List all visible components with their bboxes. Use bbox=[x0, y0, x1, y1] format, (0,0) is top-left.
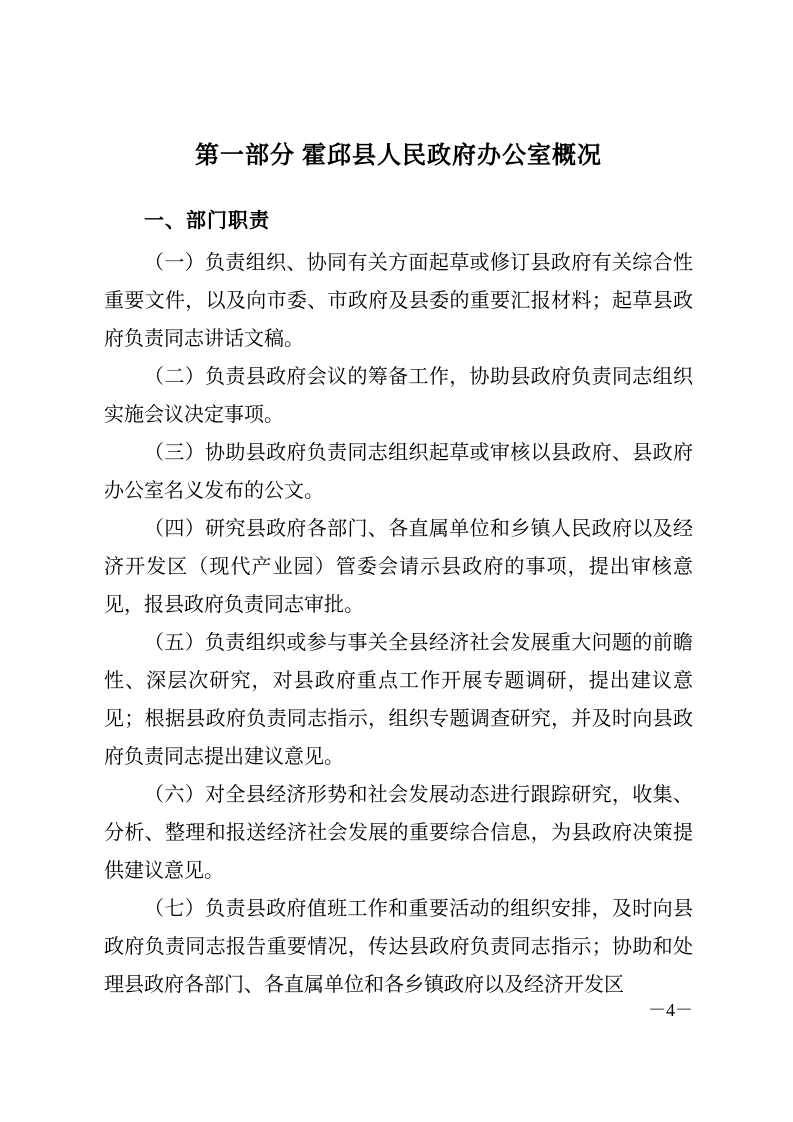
paragraph-4: （四）研究县政府各部门、各直属单位和乡镇人民政府以及经济开发区（现代产业园）管委会请示县政府的事项，提出审核意见，报县政府负责同志审批。 bbox=[104, 518, 693, 616]
paragraph-3: （三）协助县政府负责同志组织起草或审核以县政府、县政府办公室名义发布的公文。 bbox=[104, 442, 693, 502]
paragraph-2: （二）负责县政府会议的筹备工作，协助县政府负责同志组织实施会议决定事项。 bbox=[104, 366, 693, 426]
paragraph-5: （五）负责组织或参与事关全县经济社会发展重大问题的前瞻性、深层次研究，对县政府重点工作开展专题调研，提出建议意见；根据县政府负责同志指示，组织专题调查研究，并及时向县政府负责同志提出建议意见。 bbox=[104, 632, 693, 768]
document-body bbox=[104, 244, 693, 1004]
document-page bbox=[104, 0, 693, 1122]
paragraph-6: （六）对全县经济形势和社会发展动态进行跟踪研究，收集、分析、整理和报送经济社会发展的重要综合信息，为县政府决策提供建议意见。 bbox=[104, 784, 693, 882]
page-title: 第一部分 霍邱县人民政府办公室概况 bbox=[195, 143, 602, 169]
paragraph-7: （七）负责县政府值班工作和重要活动的组织安排，及时向县政府负责同志报告重要情况，传达县政府负责同志指示；协助和处理县政府各部门、各直属单位和各乡镇政府以及经济开发区 bbox=[104, 898, 693, 996]
page-number: －4－ bbox=[648, 1000, 693, 1020]
section-heading: 一、部门职责 bbox=[144, 210, 270, 232]
paragraph-1: （一）负责组织、协同有关方面起草或修订县政府有关综合性重要文件，以及向市委、市政府及县委的重要汇报材料；起草县政府负责同志讲话文稿。 bbox=[104, 252, 693, 350]
